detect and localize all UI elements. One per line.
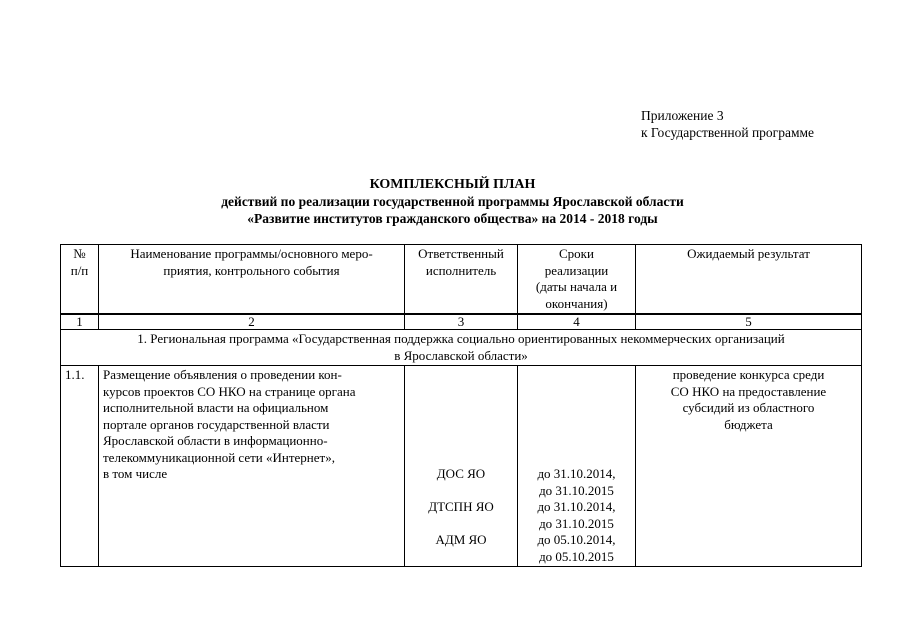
header-row (61, 245, 862, 315)
row-num: 1.1. (61, 366, 99, 567)
header-num-line-1: № (73, 246, 86, 261)
appendix-line-1: Приложение 3 (641, 108, 724, 123)
date-line: до 05.10.2014, (537, 532, 616, 547)
row-dates (518, 366, 636, 567)
column-number-row (61, 314, 862, 330)
header-executor-line-1: Ответственный (418, 246, 504, 261)
result-line: проведение конкурса среди (672, 367, 825, 382)
row-name-line: исполнительной власти на официальном (103, 400, 329, 415)
header-num-line-2: п/п (70, 262, 89, 278)
section-title (61, 330, 862, 366)
row-name-line: курсов проектов СО НКО на странице органа (103, 383, 356, 399)
row-name-line: Размещение объявления о проведении кон- (103, 367, 342, 382)
column-number: 1 (61, 314, 99, 330)
title-line-1: КОМПЛЕКСНЫЙ ПЛАН (369, 177, 536, 192)
date-line: до 31.10.2015 (539, 482, 614, 498)
date-line: до 05.10.2015 (539, 548, 614, 564)
section-line-2: в Ярославской области» (394, 347, 528, 363)
header-executor (405, 245, 518, 315)
appendix-caption (641, 107, 814, 141)
row-name (99, 366, 405, 567)
plan-table (60, 244, 862, 567)
appendix-line-2: к Государственной программе (641, 125, 815, 140)
title-line-2: действий по реализации государственной программы Ярославской области (221, 194, 684, 209)
header-terms-line-3: (даты начала и (535, 279, 618, 294)
section-line-1: 1. Региональная программа «Государственная поддержка социально ориентированных некоммерческих организаций (137, 331, 785, 346)
header-terms-line-4: окончания) (545, 295, 608, 311)
column-number: 4 (518, 314, 636, 330)
header-result: Ожидаемый результат (636, 245, 862, 315)
column-number: 2 (99, 314, 405, 330)
header-terms-line-2: реализации (544, 262, 609, 278)
header-name (99, 245, 405, 315)
row-result (636, 366, 862, 567)
column-number: 5 (636, 314, 862, 330)
date-line: до 31.10.2014, (537, 466, 616, 481)
row-name-line: Ярославской области в информационно- (103, 433, 328, 448)
document-title (0, 176, 905, 227)
header-name-line-2: приятия, контрольного события (163, 262, 340, 278)
result-line: СО НКО на предоставление (670, 383, 827, 399)
executor-adm: АДМ ЯО (435, 532, 487, 547)
section-row (61, 330, 862, 366)
header-num (61, 245, 99, 315)
table-row (61, 366, 862, 567)
column-number: 3 (405, 314, 518, 330)
date-line: до 31.10.2014, (537, 499, 616, 514)
result-line: субсидий из областного (682, 400, 815, 415)
row-name-line: в том числе (103, 466, 168, 481)
header-terms-line-1: Сроки (559, 246, 594, 261)
executor-dos: ДОС ЯО (436, 466, 486, 481)
row-name-line: телекоммуникационной сети «Интернет», (103, 449, 335, 465)
title-line-3: «Развитие институтов гражданского общества» на 2014 - 2018 годы (247, 211, 658, 226)
result-line: бюджета (724, 416, 773, 432)
row-name-line: портале органов государственной власти (103, 416, 330, 432)
header-name-line-1: Наименование программы/основного меро- (130, 246, 373, 261)
header-executor-line-2: исполнитель (425, 262, 497, 278)
row-executors (405, 366, 518, 567)
date-line: до 31.10.2015 (539, 515, 614, 531)
executor-dtspn: ДТСПН ЯО (428, 499, 494, 514)
header-terms (518, 245, 636, 315)
